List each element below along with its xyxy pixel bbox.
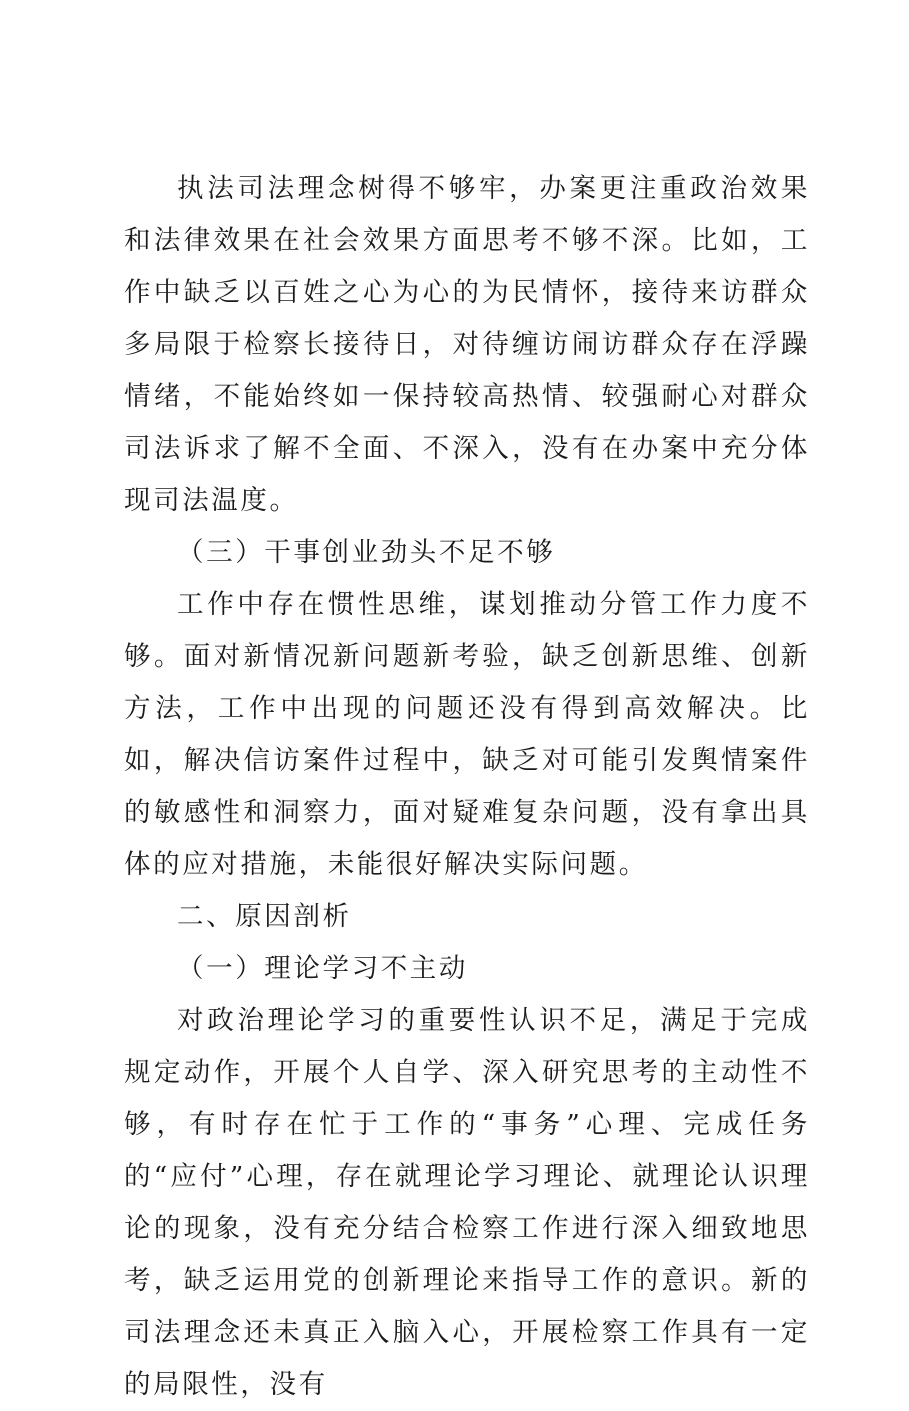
heading-cause-analysis: 二、原因剖析 [177, 901, 352, 932]
paragraph-judicial-philosophy: 执法司法理念树得不够牢，办案更注重政治效果和法律效果在社会效果方面思考不够不深。比如，工作中缺乏以百姓之心为心的为民情怀，接待来访群众多局限于检察长接待日，对待缠访闹访群众存在浮躁情绪，不能始终如一保持较高热情、较强耐心对群众司法诉求了解不全面、不深入，没有在办案中充分体现司法温度。 [124, 173, 810, 516]
heading-section-three: （三）干事创业劲头不足不够 [177, 537, 556, 568]
document-body [124, 163, 810, 1411]
paragraph-inertial-thinking: 工作中存在惯性思维，谋划推动分管工作力度不够。面对新情况新问题新考验，缺乏创新思维、创新方法，工作中出现的问题还没有得到高效解决。比如，解决信访案件过程中，缺乏对可能引发舆情案件的敏感性和洞察力，面对疑难复杂问题，没有拿出具体的应对措施，未能很好解决实际问题。 [124, 589, 810, 880]
paragraph-theory-study: 对政治理论学习的重要性认识不足，满足于完成规定动作，开展个人自学、深入研究思考的主动性不够，有时存在忙于工作的“事务”心理、完成任务的“应付”心理，存在就理论学习理论、就理论认识理论的现象，没有充分结合检察工作进行深入细致地思考，缺乏运用党的创新理论来指导工作的意识。新的司法理念还未真正入脑入心，开展检察工作具有一定的局限性，没有 [124, 1005, 810, 1400]
heading-section-one: （一）理论学习不主动 [177, 953, 468, 984]
